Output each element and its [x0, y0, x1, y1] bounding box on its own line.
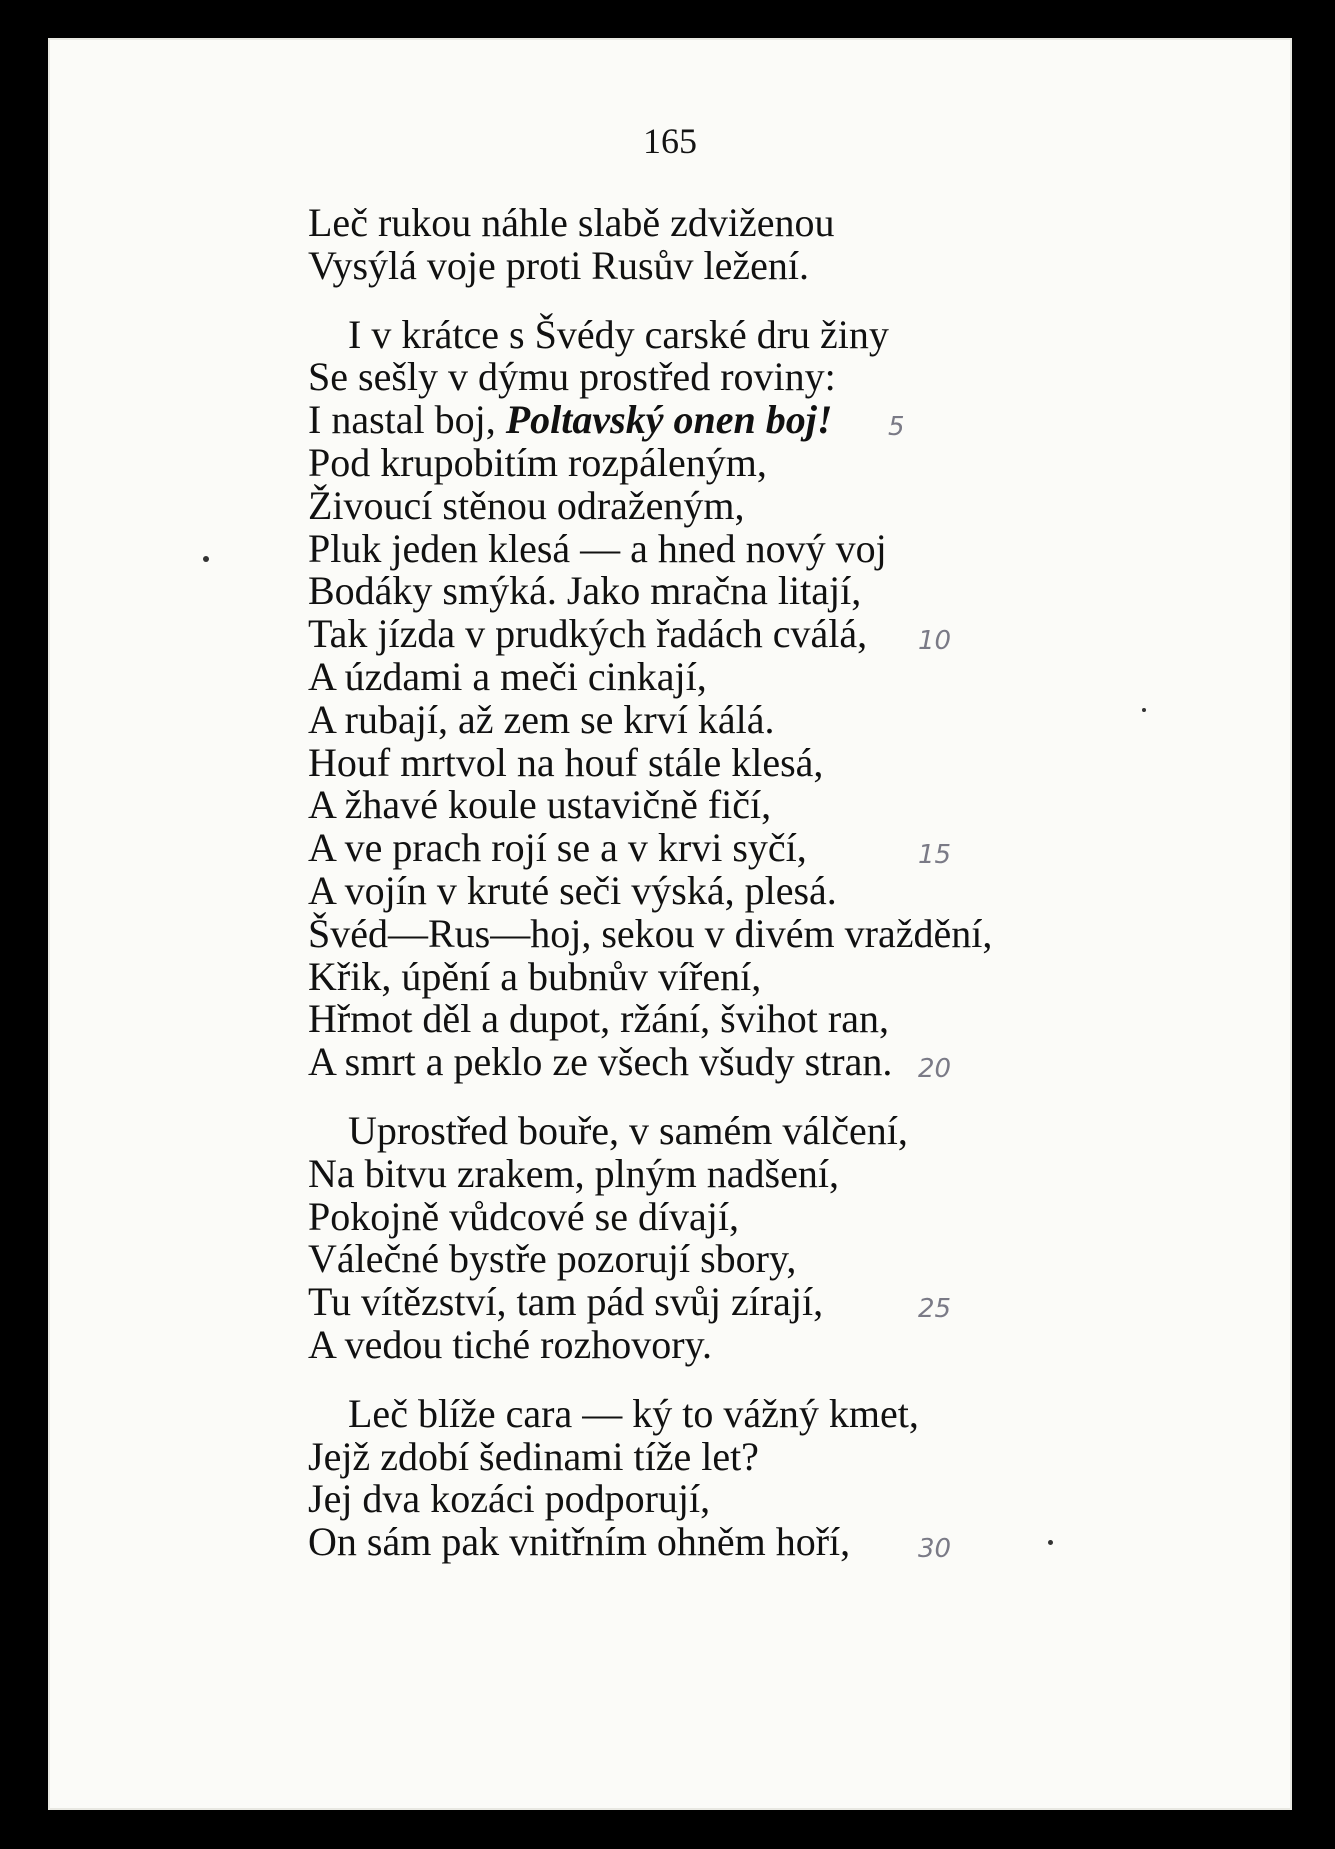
poem-line	[308, 242, 992, 288]
margin-line-number: 15	[918, 839, 952, 870]
poem-line	[308, 653, 992, 699]
poem-line	[308, 739, 992, 785]
line-text: Živoucí stěnou odraženým,	[308, 482, 745, 528]
line-text: Se sešly v dýmu prostřed roviny:	[308, 354, 836, 400]
line-text: Pluk jeden klesá — a hned nový voj	[308, 525, 887, 571]
margin-line-number: 25	[918, 1293, 952, 1324]
margin-line-number: 20	[918, 1053, 952, 1084]
line-text: A ve prach rojí se a v krvi syčí,	[308, 825, 807, 871]
stanza	[48, 311, 993, 1085]
poem-line	[308, 784, 992, 827]
line-text: Uprostřed bouře, v samém válčení,	[348, 1107, 908, 1153]
poem-line	[308, 827, 992, 870]
line-text: Leč rukou náhle slabě zdviženou	[308, 200, 835, 245]
line-text: Hřmot děl a dupot, ržání, švihot ran,	[308, 996, 889, 1042]
poem-line	[348, 1107, 1032, 1153]
poem-line	[348, 1390, 1032, 1436]
line-text: Bodáky smýká. Jako mračna litají,	[308, 568, 862, 614]
poem-line	[308, 1433, 992, 1479]
line-text: A úzdami a meči cinkají,	[308, 653, 707, 699]
book-page	[48, 38, 1292, 1810]
line-text: Tu vítězství, tam pád svůj zírají,	[308, 1279, 824, 1325]
line-text: On sám pak vnitřním ohněm hoří,	[308, 1519, 851, 1565]
line-text: Tak jízda v prudkých řadách cválá,	[308, 611, 868, 657]
poem-line	[308, 482, 992, 528]
margin-line-number: 30	[918, 1533, 952, 1564]
line-text: A vedou tiché rozhovory.	[308, 1321, 712, 1367]
print-speck	[1142, 708, 1146, 712]
poem-line	[308, 613, 992, 656]
margin-line-number: 5	[888, 411, 905, 442]
poem-line	[308, 1041, 992, 1084]
line-text: Válečné bystře pozorují sbory,	[308, 1236, 797, 1282]
line-text: A vojín v kruté seči výská, plesá.	[308, 867, 837, 913]
line-text: Vysýlá voje proti Rusův ležení.	[308, 242, 810, 288]
line-text: A žhavé koule ustavičně fičí,	[308, 782, 772, 828]
poem-line	[308, 202, 992, 245]
line-text: Houf mrtvol na houf stále klesá,	[308, 739, 824, 785]
poem-line	[308, 1193, 992, 1239]
poem-line	[308, 998, 992, 1041]
margin-line-number: 10	[918, 625, 952, 656]
poem-text	[48, 200, 993, 1565]
line-text: I nastal boj,	[308, 397, 506, 443]
stanza	[48, 1390, 952, 1565]
print-speck	[1048, 1540, 1053, 1545]
poem-line	[308, 439, 992, 485]
poem-line	[308, 570, 992, 613]
line-text: Švéd—Rus—hoj, sekou v divém vraždění,	[308, 910, 993, 956]
line-text: Na bitvu zrakem, plným nadšení,	[308, 1150, 839, 1196]
poem-line	[348, 311, 1032, 357]
stanza	[48, 200, 835, 288]
stanza	[48, 1107, 952, 1367]
poem-line	[308, 867, 992, 913]
line-text: Pokojně vůdcové se dívají,	[308, 1193, 740, 1239]
line-text: Jejž zdobí šedinami tíže let?	[308, 1433, 759, 1479]
line-text: A rubají, až zem se krví kálá.	[308, 696, 775, 742]
poem-line	[308, 1321, 992, 1367]
poem-line	[308, 1478, 992, 1521]
emphasized-text: Poltavský onen boj!	[505, 397, 833, 443]
poem-line	[308, 1238, 992, 1281]
line-text: A smrt a peklo ze všech všudy stran.	[308, 1039, 893, 1085]
line-text: Leč blíže cara — ký to vážný kmet,	[348, 1390, 919, 1436]
poem-line	[308, 953, 992, 999]
line-text: Pod krupobitím rozpáleným,	[308, 439, 767, 485]
line-text: I v krátce s Švédy carské dru žiny	[348, 311, 889, 357]
poem-line	[308, 1150, 992, 1196]
line-text: Jej dva kozáci podporují,	[308, 1476, 711, 1522]
print-speck	[203, 556, 209, 562]
page-number: 165	[643, 121, 697, 161]
poem-line	[308, 696, 992, 742]
poem-line	[308, 525, 992, 571]
poem-line	[308, 1281, 992, 1324]
poem-line	[308, 356, 992, 399]
poem-line	[308, 1521, 992, 1564]
poem-line	[308, 910, 993, 956]
line-text: Křik, úpění a bubnův víření,	[308, 953, 762, 999]
